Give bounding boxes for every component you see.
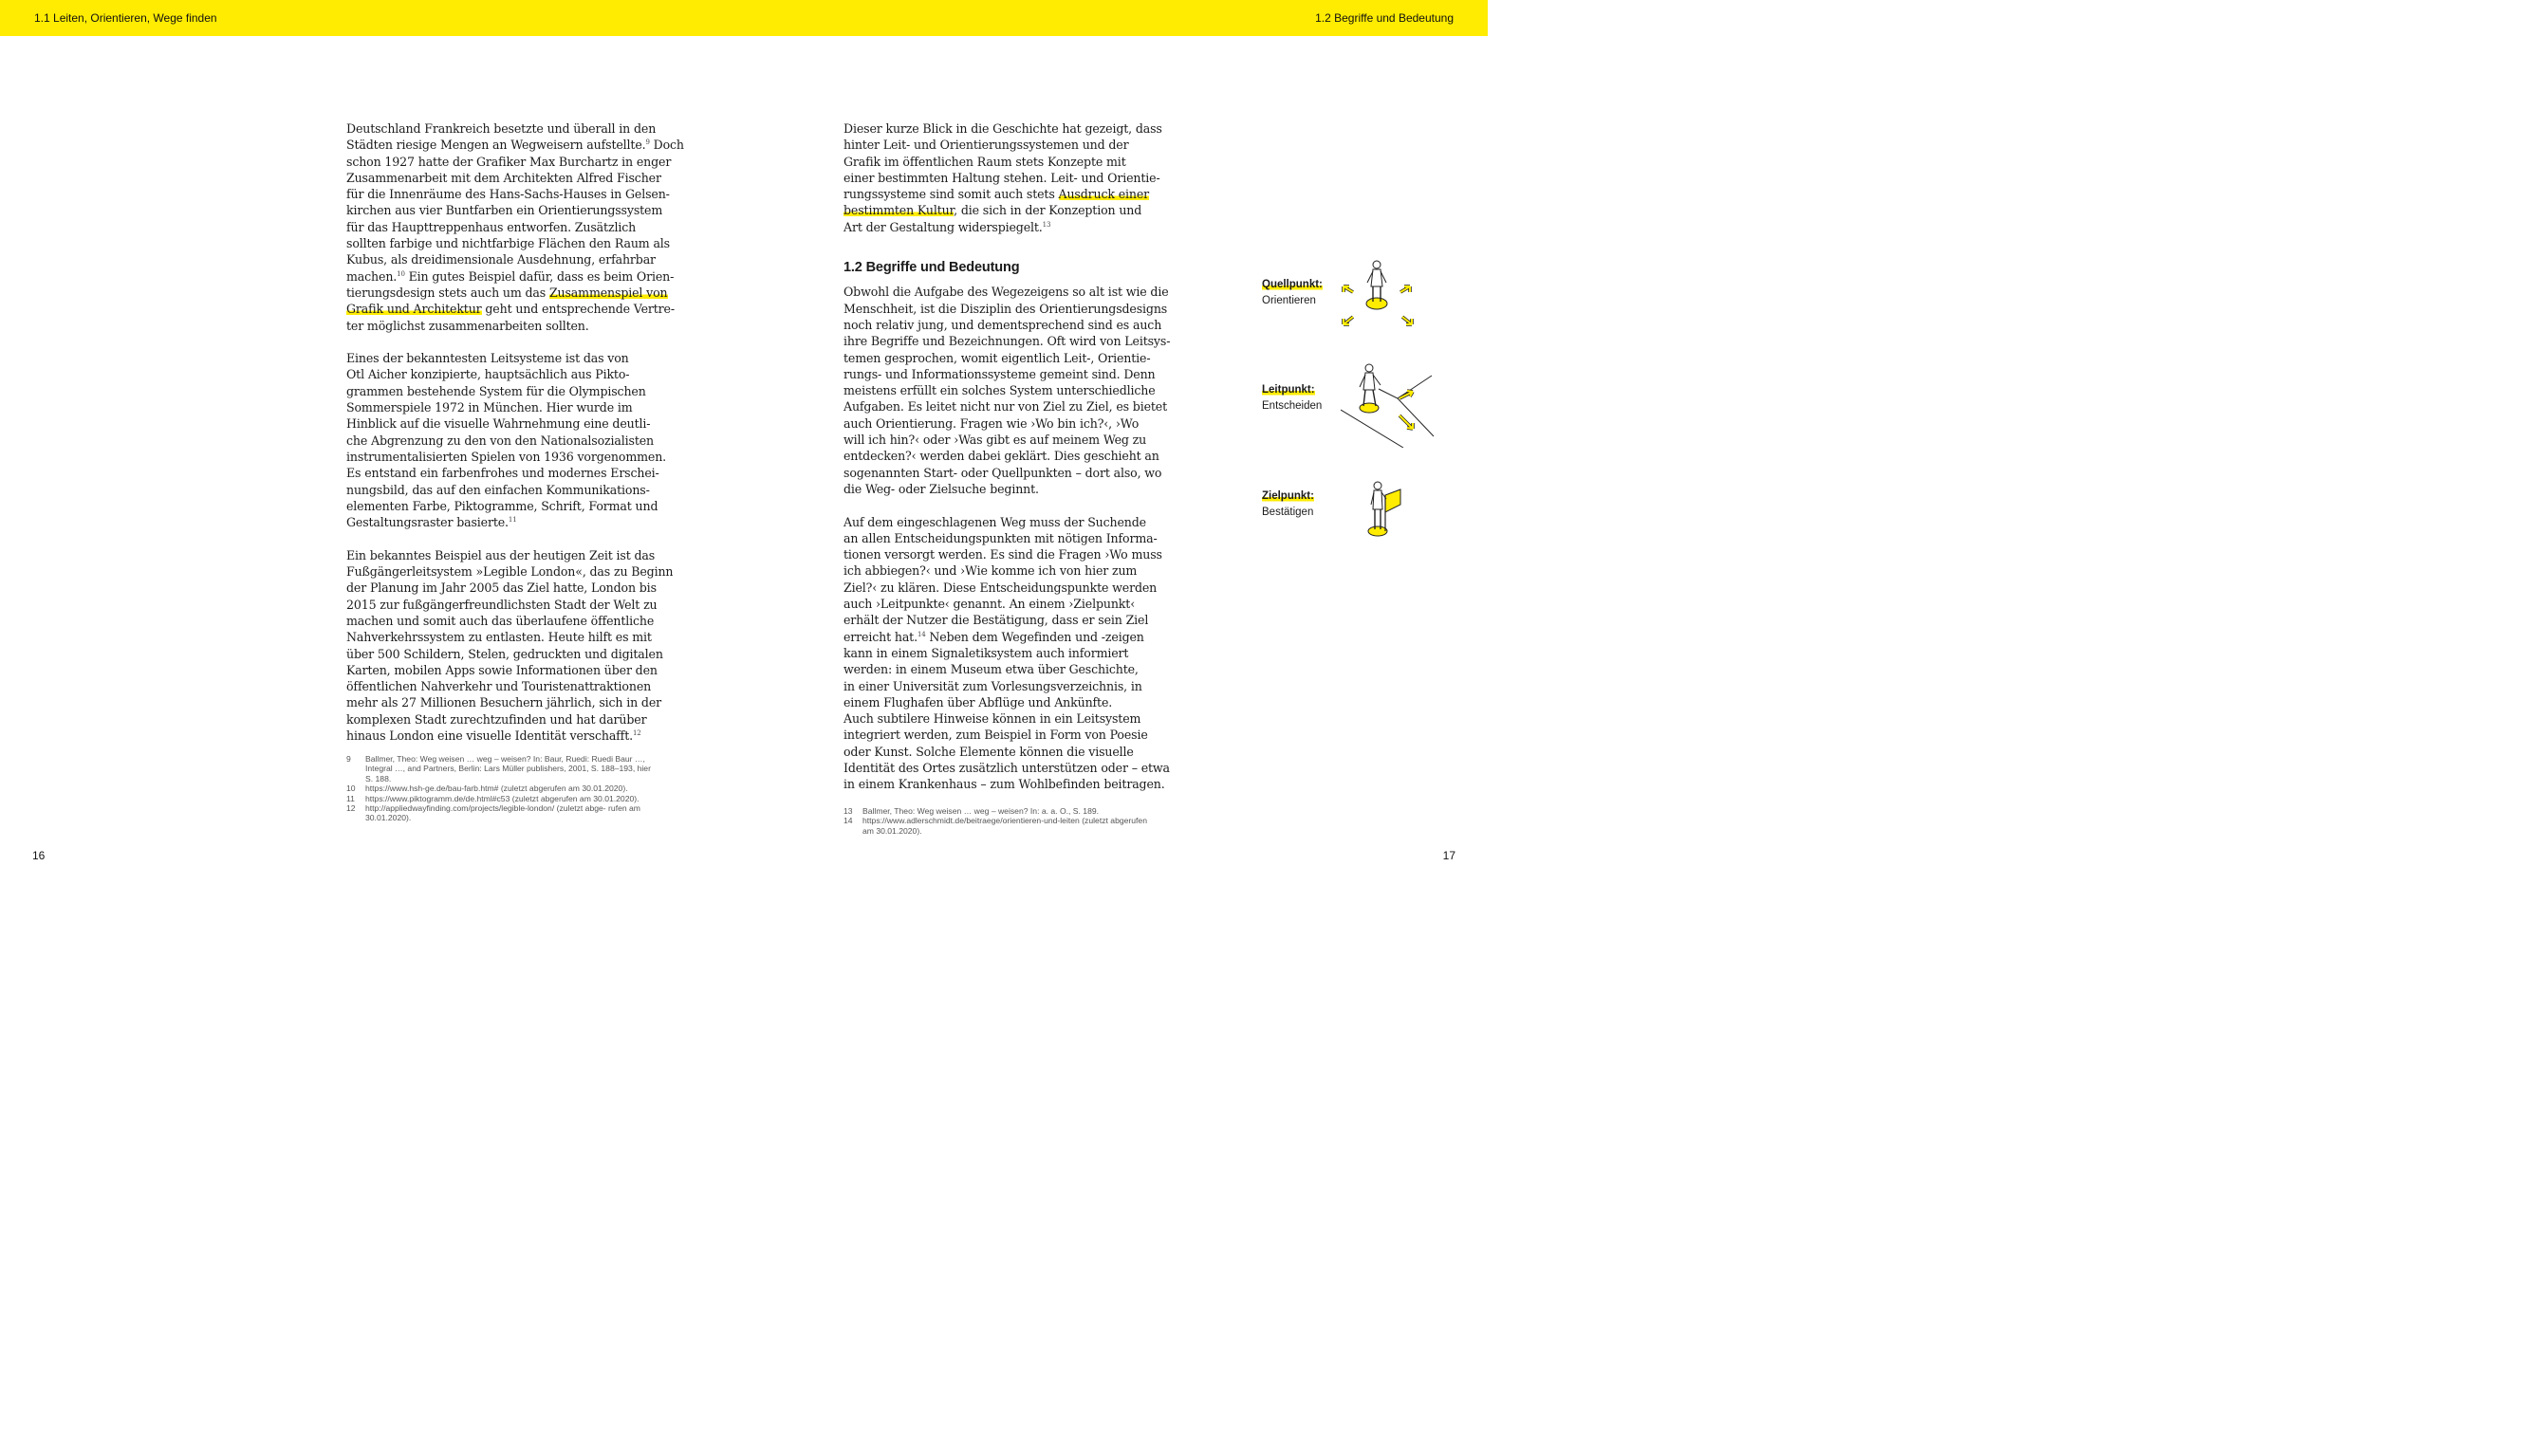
footnote: 14 https://www.adlerschmidt.de/beitraege/orientieren-und-leiten (zuletzt abgerufen am 30.01.2020).: [843, 816, 1147, 836]
text-line: Sommerspiele 1972 in München. Hier wurde im: [346, 400, 633, 415]
header-bar: [0, 0, 1488, 36]
footnote-ref: 10: [397, 269, 405, 278]
text-line: temen gesprochen, womit eigentlich Leit-, Orientie-: [843, 350, 1151, 365]
text-line: noch relativ jung, und dementsprechend sind es auch: [843, 317, 1162, 332]
footnote-ref: 11: [508, 516, 517, 525]
left-paragraph-3: [346, 547, 674, 745]
text-line: für das Haupttreppenhaus entworfen. Zusätzlich: [346, 219, 637, 234]
legend-subtitle: Bestätigen: [1262, 507, 1314, 518]
highlight-text: Zusammenspiel von: [548, 285, 668, 300]
text-line: Karten, mobilen Apps sowie Informationen über den: [346, 662, 658, 677]
left-footnotes: [346, 754, 659, 823]
text-line: kirchen aus vier Buntfarben ein Orientierungssystem: [346, 203, 663, 218]
left-text-column: [346, 120, 684, 744]
footnote: 10 https://www.hsh-ge.de/bau-farb.htm# (zuletzt abgerufen am 30.01.2020).: [346, 783, 628, 794]
legend-zielpunkt: [1262, 488, 1314, 521]
text-line: tionen versorgt werden. Es sind die Fragen ›Wo muss: [843, 547, 1162, 562]
text-line: Eines der bekanntesten Leitsysteme ist das von: [346, 351, 629, 366]
text-line: nungsbild, das auf den einfachen Kommunikations-: [346, 482, 650, 497]
text-line: Gestaltungsraster basierte.$^{11}$: [346, 515, 517, 530]
figure-arrows-icon: [1336, 258, 1421, 334]
figure-flag-icon: [1359, 478, 1406, 541]
text-line: integriert werden, zum Beispiel in Form von Poesie: [843, 728, 1148, 743]
text-line: Zusammenarbeit mit dem Architekten Alfred Fischer: [346, 170, 661, 185]
text-line: über 500 Schildern, Stelen, gedruckten und digitalen: [346, 646, 663, 661]
text-line: tierungsdesign stets auch um das Zusammenspiel von: [346, 285, 668, 300]
text-line: Ein bekanntes Beispiel aus der heutigen Zeit ist das: [346, 547, 656, 562]
text-line: Hinblick auf die visuelle Wahrnehmung eine deutli-: [346, 416, 651, 432]
text-line: machen.$^{10}$ Ein gutes Beispiel dafür, dass es beim Orien-: [346, 268, 675, 284]
text-line: Nahverkehrssystem zu entlasten. Heute hilft es mit: [346, 630, 652, 645]
text-line: rungs- und Informationssysteme gemeint sind. Denn: [843, 366, 1156, 381]
text-line: sollten farbige und nichtfarbige Flächen den Raum als: [346, 236, 670, 251]
header-right-title: 1.2 Begriffe und Bedeutung: [1315, 11, 1454, 25]
text-line: Art der Gestaltung widerspiegelt.$^{13}$: [843, 219, 1051, 234]
text-line: Städten riesige Mengen an Wegweisern aufstellte.$^9$ Doch: [346, 138, 684, 153]
text-line: elementen Farbe, Piktogramme, Schrift, Format und: [346, 498, 658, 513]
footnote: 13 Ballmer, Theo: Weg weisen … weg – weisen? In: a. a. O., S. 189.: [843, 806, 1100, 816]
text-line: in einer Universität zum Vorlesungsverzeichnis, in: [843, 678, 1142, 693]
legend-subtitle: Orientieren: [1262, 295, 1316, 306]
left-paragraph-1: [346, 120, 684, 334]
text-line: Fußgängerleitsystem »Legible London«, das zu Beginn: [346, 564, 674, 580]
text-line: werden: in einem Museum etwa über Geschichte,: [843, 662, 1139, 677]
text-line: öffentlichen Nahverkehr und Touristenattraktionen: [346, 679, 652, 694]
footnote-ref: 12: [632, 728, 641, 737]
legend-title: Quellpunkt:: [1262, 279, 1323, 290]
text-line: bestimmten Kultur, die sich in der Konzeption und: [843, 203, 1142, 218]
text-line: will ich hin?‹ oder ›Was gibt es auf meinem Weg zu: [843, 433, 1147, 448]
text-line: in einem Krankenhaus – zum Wohlbefinden beitragen.: [843, 777, 1165, 792]
text-line: grammen bestehende System für die Olympischen: [346, 383, 646, 398]
text-line: oder Kunst. Solche Elemente können die visuelle: [843, 744, 1134, 759]
text-line: ihre Begriffe und Bezeichnungen. Oft wird von Leitsys-: [843, 334, 1171, 349]
legend-leitpunkt: [1262, 382, 1322, 415]
text-line: instrumentalisierten Spielen von 1936 vorgenommen.: [346, 449, 667, 464]
text-line: Grafik und Architektur geht und entsprechende Vertre-: [346, 302, 675, 317]
text-line: Aufgaben. Es leitet nicht nur von Ziel zu Ziel, es bietet: [843, 399, 1168, 415]
figure-junction-icon: [1341, 360, 1436, 448]
text-line: komplexen Stadt zurechtzufinden und hat darüber: [346, 711, 647, 727]
text-line: rungssysteme sind somit auch stets Ausdruck einer: [843, 187, 1150, 202]
text-line: auch ›Leitpunkte‹ genannt. An einem ›Zielpunkt‹: [843, 597, 1136, 612]
legend-quellpunkt: [1262, 277, 1323, 309]
text-line: erhält der Nutzer die Bestätigung, dass er sein Ziel: [843, 613, 1149, 628]
text-line: machen und somit auch das überlaufene öffentliche: [346, 613, 655, 628]
text-line: Kubus, als dreidimensionale Ausdehnung, erfahrbar: [346, 252, 656, 267]
text-line: che Abgrenzung zu den von den Nationalsozialisten: [346, 433, 655, 448]
text-line: Dieser kurze Blick in die Geschichte hat gezeigt, dass: [843, 121, 1162, 136]
legend-subtitle: Entscheiden: [1262, 400, 1323, 412]
footnote: 9 Ballmer, Theo: Weg weisen … weg – weisen? In: Baur, Ruedi: Ruedi Baur …, Integral …, and Partners, Berlin: Lars Müller publishers, 2001, S. 188–193, hier S. 188.: [346, 754, 651, 783]
text-line: sogenannten Start- oder Quellpunkten – dort also, wo: [843, 465, 1162, 480]
text-line: schon 1927 hatte der Grafiker Max Burchartz in enger: [346, 154, 672, 169]
text-line: auch Orientierung. Fragen wie ›Wo bin ich?‹, ›Wo: [843, 415, 1140, 431]
text-line: meistens erfüllt ein solches System unterschiedliche: [843, 383, 1156, 398]
legend-title: Zielpunkt:: [1262, 490, 1314, 502]
text-line: Grafik im öffentlichen Raum stets Konzepte mit: [843, 154, 1126, 169]
right-paragraph-2: [843, 514, 1170, 793]
right-footnotes: [843, 806, 1157, 836]
right-text-column: [843, 120, 1171, 793]
highlight-text: Ausdruck einer: [1058, 187, 1150, 202]
footnote-ref: 13: [1042, 220, 1051, 229]
highlight-text: bestimmten Kultur: [843, 203, 955, 218]
right-paragraph-1: [843, 284, 1171, 497]
text-line: ter möglichst zusammenarbeiten sollten.: [346, 318, 589, 333]
text-line: Ziel?‹ zu klären. Diese Entscheidungspunkte werden: [843, 580, 1158, 595]
text-line: Obwohl die Aufgabe des Wegezeigens so alt ist wie die: [843, 285, 1169, 300]
page-number-left: 16: [32, 849, 46, 862]
text-line: Identität des Ortes zusätzlich unterstützen oder – etwa: [843, 760, 1170, 775]
text-line: einer bestimmten Haltung stehen. Leit- und Orientie-: [843, 170, 1160, 185]
page-number-right: 17: [1442, 849, 1455, 862]
text-line: ich abbiegen?‹ und ›Wie komme ich von hier zum: [843, 563, 1138, 579]
right-intro-paragraph: [843, 120, 1162, 235]
section-heading: 1.2 Begriffe und Bedeutung: [843, 260, 1020, 276]
footnote: 11 https://www.piktogramm.de/de.html#c53 (zuletzt abgerufen am 30.01.2020).: [346, 793, 640, 803]
text-line: Otl Aicher konzipierte, hauptsächlich aus Pikto-: [346, 367, 630, 382]
highlight-text: Grafik und Architektur: [346, 302, 482, 317]
text-line: hinaus London eine visuelle Identität verschafft.$^{12}$: [346, 728, 641, 743]
footnote: 12 http://appliedwayfinding.com/projects/legible-london/ (zuletzt abge- rufen am 30.01.2020).: [346, 803, 640, 823]
legend-title: Leitpunkt:: [1262, 384, 1315, 396]
text-line: Es entstand ein farbenfrohes und modernes Erschei-: [346, 466, 659, 481]
text-line: kann in einem Signaletiksystem auch informiert: [843, 645, 1129, 660]
text-line: Menschheit, ist die Disziplin des Orientierungsdesigns: [843, 301, 1168, 316]
footnote-ref: 9: [645, 138, 650, 147]
text-line: hinter Leit- und Orientierungssystemen und der: [843, 138, 1129, 153]
header-left-title: 1.1 Leiten, Orientieren, Wege finden: [34, 11, 217, 25]
text-line: mehr als 27 Millionen Besuchern jährlich, sich in der: [346, 695, 662, 710]
text-line: Deutschland Frankreich besetzte und überall in den: [346, 121, 657, 136]
text-line: 2015 zur fußgängerfreundlichsten Stadt der Welt zu: [346, 597, 658, 612]
left-paragraph-2: [346, 350, 667, 530]
text-line: für die Innenräume des Hans-Sachs-Hauses in Gelsen-: [346, 187, 670, 202]
text-line: Auch subtilere Hinweise können in ein Leitsystem: [843, 711, 1141, 727]
text-line: an allen Entscheidungspunkten mit nötigen Informa-: [843, 530, 1158, 545]
footnote-ref: 14: [917, 630, 926, 638]
text-line: der Planung im Jahr 2005 das Ziel hatte, London bis: [346, 581, 657, 596]
text-line: einem Flughafen über Abflüge und Ankünfte.: [843, 694, 1113, 710]
text-line: entdecken?‹ werden dabei geklärt. Dies geschieht an: [843, 449, 1159, 464]
text-line: erreicht hat.$^{14}$ Neben dem Wegefinden und -zeigen: [843, 629, 1144, 644]
text-line: die Weg- oder Zielsuche beginnt.: [843, 481, 1039, 496]
text-line: Auf dem eingeschlagenen Weg muss der Suchende: [843, 514, 1146, 529]
